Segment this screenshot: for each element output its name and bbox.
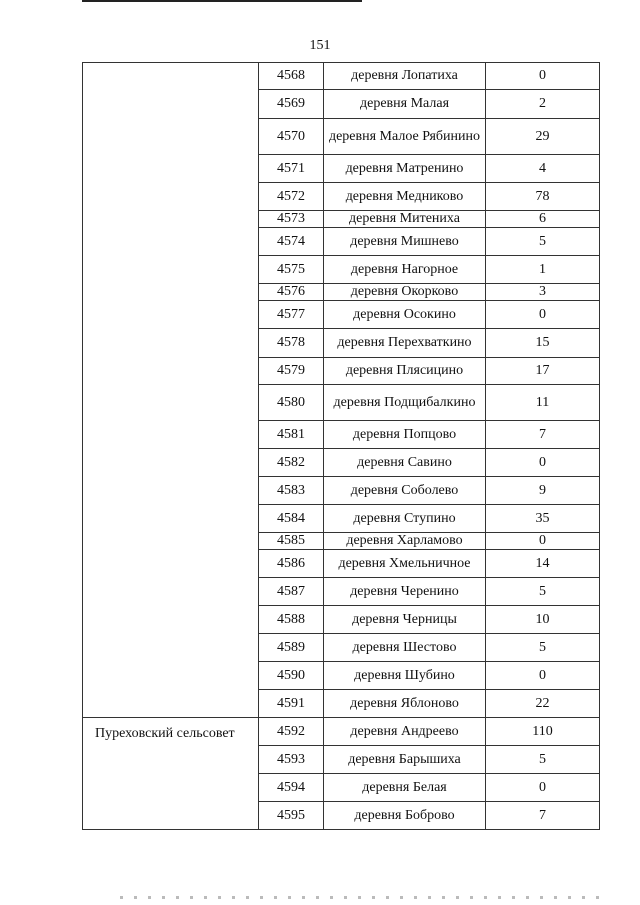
table-row — [83, 228, 600, 256]
top-rule — [82, 0, 362, 2]
settlement-name: деревня Медниково — [324, 183, 486, 211]
settlement-code: 4589 — [259, 634, 324, 662]
settlement-code: 4581 — [259, 421, 324, 449]
region-cell — [83, 63, 259, 90]
table-row — [83, 63, 600, 90]
table-row — [83, 718, 600, 746]
table-row — [83, 662, 600, 690]
settlement-name: деревня Мишнево — [324, 228, 486, 256]
table-row — [83, 634, 600, 662]
settlement-name: деревня Черенино — [324, 578, 486, 606]
settlement-value: 22 — [486, 690, 600, 718]
settlement-name: деревня Подщибалкино — [324, 385, 486, 421]
settlement-code: 4588 — [259, 606, 324, 634]
settlement-name: деревня Савино — [324, 449, 486, 477]
region-cell — [83, 718, 259, 746]
settlement-value: 15 — [486, 329, 600, 358]
region-cell — [83, 301, 259, 329]
settlement-value: 0 — [486, 301, 600, 329]
settlement-name: деревня Митениха — [324, 211, 486, 228]
settlement-code: 4574 — [259, 228, 324, 256]
table-row — [83, 90, 600, 119]
settlement-value: 10 — [486, 606, 600, 634]
settlement-value: 9 — [486, 477, 600, 505]
table-row — [83, 119, 600, 155]
settlement-code: 4586 — [259, 550, 324, 578]
settlement-name: деревня Малое Рябинино — [324, 119, 486, 155]
region-cell — [83, 211, 259, 228]
settlement-code: 4587 — [259, 578, 324, 606]
settlement-value: 4 — [486, 155, 600, 183]
table-row — [83, 606, 600, 634]
settlement-code: 4579 — [259, 358, 324, 385]
settlement-value: 0 — [486, 449, 600, 477]
table-row — [83, 421, 600, 449]
region-cell — [83, 155, 259, 183]
region-cell — [83, 533, 259, 550]
settlement-value: 14 — [486, 550, 600, 578]
settlement-code: 4594 — [259, 774, 324, 802]
settlement-name: деревня Боброво — [324, 802, 486, 830]
table-row — [83, 477, 600, 505]
region-cell — [83, 256, 259, 284]
page-number: 151 — [309, 38, 331, 53]
settlement-value: 17 — [486, 358, 600, 385]
region-cell — [83, 746, 259, 774]
settlement-name: деревня Соболево — [324, 477, 486, 505]
table-row — [83, 774, 600, 802]
table-row — [83, 329, 600, 358]
settlement-value: 2 — [486, 90, 600, 119]
settlement-name: деревня Шубино — [324, 662, 486, 690]
settlement-value: 0 — [486, 662, 600, 690]
settlement-name: деревня Попцово — [324, 421, 486, 449]
region-cell — [83, 802, 259, 830]
settlement-name: деревня Шестово — [324, 634, 486, 662]
settlement-value: 0 — [486, 533, 600, 550]
settlement-name: деревня Малая — [324, 90, 486, 119]
settlement-code: 4590 — [259, 662, 324, 690]
table-row — [83, 385, 600, 421]
table-row — [83, 358, 600, 385]
settlement-code: 4595 — [259, 802, 324, 830]
region-cell — [83, 505, 259, 533]
settlements-table-body — [83, 63, 600, 830]
settlement-code: 4578 — [259, 329, 324, 358]
region-cell — [83, 329, 259, 358]
settlement-name: деревня Ступино — [324, 505, 486, 533]
region-cell — [83, 228, 259, 256]
settlement-code: 4593 — [259, 746, 324, 774]
table-row — [83, 802, 600, 830]
table-row — [83, 533, 600, 550]
settlement-name: деревня Яблоново — [324, 690, 486, 718]
settlement-code: 4580 — [259, 385, 324, 421]
settlements-table — [82, 62, 600, 830]
region-cell — [83, 119, 259, 155]
table-row — [83, 284, 600, 301]
settlement-code: 4573 — [259, 211, 324, 228]
settlement-value: 29 — [486, 119, 600, 155]
table-row — [83, 505, 600, 533]
settlement-code: 4585 — [259, 533, 324, 550]
table-row — [83, 155, 600, 183]
settlement-value: 3 — [486, 284, 600, 301]
settlement-name: деревня Осокино — [324, 301, 486, 329]
settlement-value: 7 — [486, 802, 600, 830]
settlement-value: 78 — [486, 183, 600, 211]
settlement-name: деревня Черницы — [324, 606, 486, 634]
settlement-name: деревня Лопатиха — [324, 63, 486, 90]
table-row — [83, 301, 600, 329]
table-row — [83, 578, 600, 606]
table-row — [83, 211, 600, 228]
settlement-name: деревня Нагорное — [324, 256, 486, 284]
settlement-code: 4583 — [259, 477, 324, 505]
settlement-value: 0 — [486, 774, 600, 802]
settlement-name: деревня Харламово — [324, 533, 486, 550]
settlement-value: 5 — [486, 746, 600, 774]
settlement-name: деревня Окорково — [324, 284, 486, 301]
region-cell — [83, 606, 259, 634]
settlement-name: деревня Белая — [324, 774, 486, 802]
settlement-code: 4592 — [259, 718, 324, 746]
settlement-value: 7 — [486, 421, 600, 449]
region-cell — [83, 385, 259, 421]
settlement-name: деревня Барышиха — [324, 746, 486, 774]
table-row — [83, 183, 600, 211]
settlement-code: 4569 — [259, 90, 324, 119]
settlement-value: 5 — [486, 228, 600, 256]
settlement-code: 4591 — [259, 690, 324, 718]
table-row — [83, 746, 600, 774]
scan-noise — [120, 896, 600, 899]
region-cell — [83, 662, 259, 690]
region-cell — [83, 449, 259, 477]
settlement-code: 4570 — [259, 119, 324, 155]
settlement-code: 4568 — [259, 63, 324, 90]
region-cell — [83, 477, 259, 505]
settlement-code: 4584 — [259, 505, 324, 533]
settlement-value: 35 — [486, 505, 600, 533]
settlement-code: 4576 — [259, 284, 324, 301]
region-cell — [83, 774, 259, 802]
settlement-name: деревня Андреево — [324, 718, 486, 746]
settlement-code: 4575 — [259, 256, 324, 284]
settlement-name: деревня Матренино — [324, 155, 486, 183]
region-cell — [83, 421, 259, 449]
settlement-value: 6 — [486, 211, 600, 228]
settlement-value: 1 — [486, 256, 600, 284]
region-cell — [83, 284, 259, 301]
region-name: Пуреховский сельсовет — [95, 726, 235, 741]
settlement-value: 0 — [486, 63, 600, 90]
settlement-value: 110 — [486, 718, 600, 746]
region-cell — [83, 183, 259, 211]
settlement-name: деревня Перехваткино — [324, 329, 486, 358]
settlement-code: 4571 — [259, 155, 324, 183]
settlement-code: 4577 — [259, 301, 324, 329]
region-cell — [83, 90, 259, 119]
settlement-code: 4572 — [259, 183, 324, 211]
region-cell — [83, 578, 259, 606]
settlement-code: 4582 — [259, 449, 324, 477]
region-cell — [83, 550, 259, 578]
settlement-name: деревня Хмельничное — [324, 550, 486, 578]
settlement-value: 5 — [486, 634, 600, 662]
table-row — [83, 550, 600, 578]
table-row — [83, 256, 600, 284]
region-cell — [83, 690, 259, 718]
region-cell — [83, 634, 259, 662]
region-cell — [83, 358, 259, 385]
settlement-value: 5 — [486, 578, 600, 606]
table-row — [83, 690, 600, 718]
settlement-value: 11 — [486, 385, 600, 421]
table-row — [83, 449, 600, 477]
settlement-name: деревня Плясицино — [324, 358, 486, 385]
